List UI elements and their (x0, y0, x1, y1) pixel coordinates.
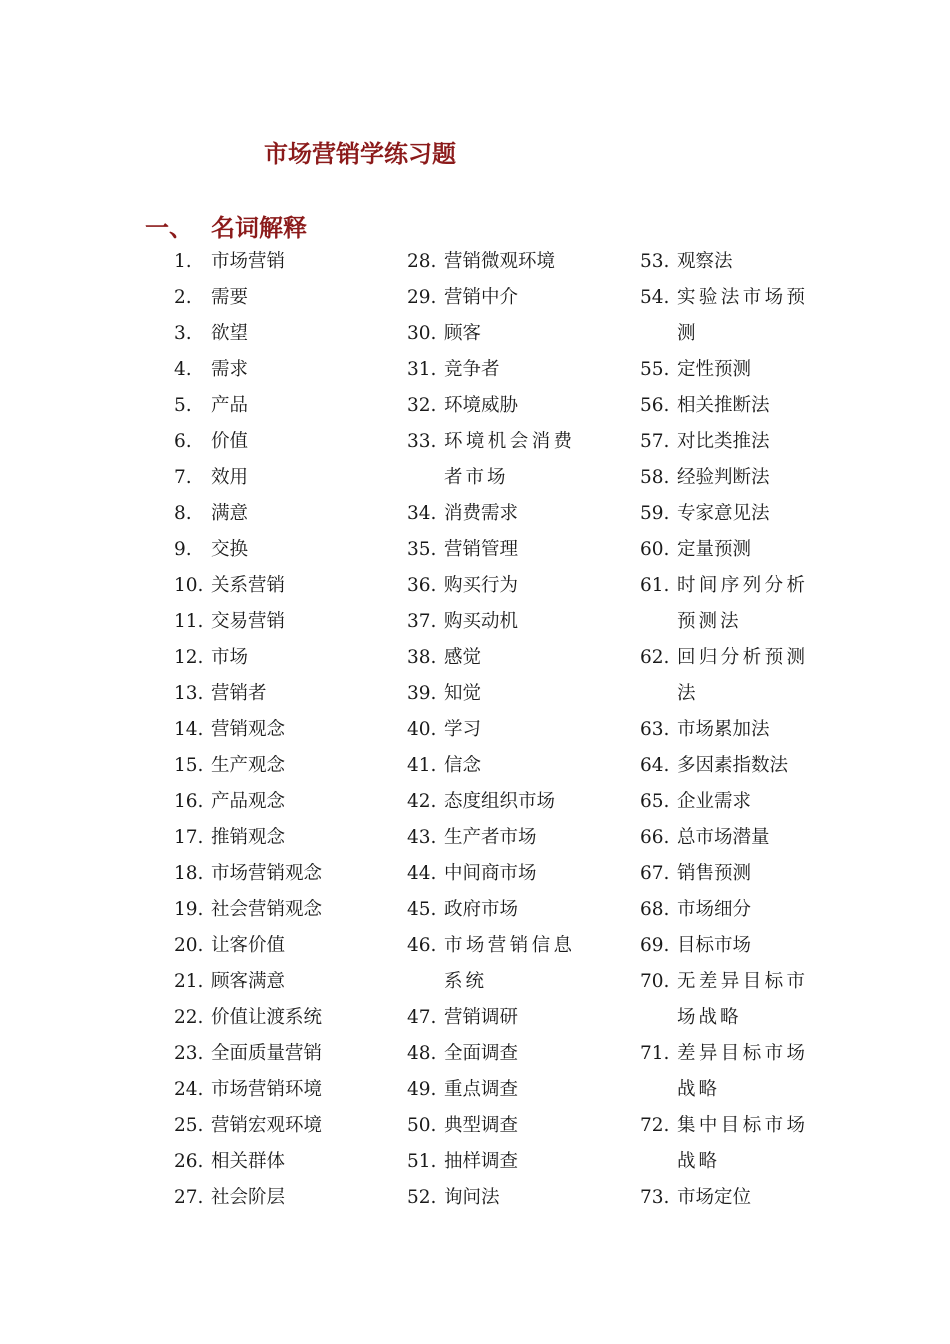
list-item (640, 532, 840, 568)
item-term: 多因素指数法 (677, 755, 789, 776)
item-term: 市场 (211, 647, 249, 668)
item-number: 17. (174, 827, 204, 848)
item-term: 环境机会消费者市场 (444, 431, 575, 488)
item-number: 16. (174, 791, 204, 812)
item-term: 中间商市场 (444, 863, 537, 884)
item-number: 30. (407, 323, 437, 344)
item-term: 定量预测 (677, 539, 752, 560)
section-number: 一、 (145, 214, 193, 242)
list-item (640, 1108, 840, 1180)
item-term: 总市场潜量 (677, 827, 770, 848)
list-item (407, 820, 607, 856)
item-number: 32. (407, 395, 437, 416)
item-term: 市场细分 (677, 899, 752, 920)
item-term: 实验法市场预测 (677, 287, 808, 344)
list-item (174, 352, 374, 388)
item-number: 29. (407, 287, 437, 308)
list-item (174, 424, 374, 460)
item-term: 生产者市场 (444, 827, 537, 848)
list-item (407, 244, 607, 280)
item-number: 48. (407, 1043, 437, 1064)
item-term: 市场营销观念 (211, 863, 323, 884)
item-term: 效用 (211, 467, 249, 488)
item-number: 46. (407, 935, 437, 956)
list-item (640, 460, 840, 496)
list-item (640, 892, 840, 928)
item-term: 购买动机 (444, 611, 519, 632)
item-number: 36. (407, 575, 437, 596)
item-number: 56. (640, 395, 670, 416)
item-number: 9. (174, 539, 192, 560)
item-number: 58. (640, 467, 670, 488)
item-term: 环境威胁 (444, 395, 519, 416)
list-item (640, 496, 840, 532)
item-number: 3. (174, 323, 192, 344)
item-term: 营销者 (211, 683, 267, 704)
item-number: 60. (640, 539, 670, 560)
list-item (407, 712, 607, 748)
item-term: 全面质量营销 (211, 1043, 323, 1064)
list-item (174, 676, 374, 712)
list-item (174, 892, 374, 928)
item-number: 55. (640, 359, 670, 380)
item-number: 65. (640, 791, 670, 812)
item-term: 营销微观环境 (444, 251, 556, 272)
list-item (174, 532, 374, 568)
item-term: 营销观念 (211, 719, 286, 740)
list-item (407, 1180, 607, 1216)
item-number: 27. (174, 1187, 204, 1208)
list-item (174, 856, 374, 892)
term-column-1 (174, 244, 374, 1216)
list-item (407, 604, 607, 640)
item-number: 62. (640, 647, 670, 668)
list-item (407, 892, 607, 928)
list-item (407, 352, 607, 388)
item-term: 差异目标市场战略 (677, 1043, 808, 1100)
item-term: 社会阶层 (211, 1187, 286, 1208)
item-number: 35. (407, 539, 437, 560)
document-title: 市场营销学练习题 (264, 140, 456, 168)
list-item (640, 928, 840, 964)
item-term: 重点调查 (444, 1079, 519, 1100)
list-item (407, 1144, 607, 1180)
item-term: 市场营销信息系统 (444, 935, 575, 992)
item-number: 12. (174, 647, 204, 668)
list-item (407, 856, 607, 892)
list-item (174, 604, 374, 640)
item-number: 45. (407, 899, 437, 920)
section-label: 名词解释 (211, 214, 307, 242)
list-item (407, 532, 607, 568)
item-number: 39. (407, 683, 437, 704)
item-term: 市场营销环境 (211, 1079, 323, 1100)
list-item (174, 316, 374, 352)
item-number: 37. (407, 611, 437, 632)
item-term: 回归分析预测法 (677, 647, 808, 704)
item-term: 需求 (211, 359, 249, 380)
item-number: 57. (640, 431, 670, 452)
item-number: 70. (640, 971, 670, 992)
item-term: 定性预测 (677, 359, 752, 380)
list-item (174, 1072, 374, 1108)
item-term: 顾客 (444, 323, 482, 344)
item-number: 25. (174, 1115, 204, 1136)
item-term: 企业需求 (677, 791, 752, 812)
item-term: 目标市场 (677, 935, 752, 956)
list-item (174, 496, 374, 532)
item-number: 72. (640, 1115, 670, 1136)
list-item (407, 1072, 607, 1108)
item-term: 全面调查 (444, 1043, 519, 1064)
list-item (174, 1144, 374, 1180)
item-number: 43. (407, 827, 437, 848)
list-item (174, 928, 374, 964)
list-item (640, 568, 840, 640)
item-term: 营销调研 (444, 1007, 519, 1028)
item-term: 让客价值 (211, 935, 286, 956)
item-number: 14. (174, 719, 204, 740)
item-term: 市场营销 (211, 251, 286, 272)
item-number: 54. (640, 287, 670, 308)
item-number: 33. (407, 431, 437, 452)
list-item (174, 964, 374, 1000)
list-item (174, 748, 374, 784)
item-number: 50. (407, 1115, 437, 1136)
list-item (640, 856, 840, 892)
item-term: 态度组织市场 (444, 791, 556, 812)
list-item (174, 820, 374, 856)
item-number: 41. (407, 755, 437, 776)
item-number: 13. (174, 683, 204, 704)
list-item (407, 388, 607, 424)
item-number: 11. (174, 611, 204, 632)
item-term: 产品观念 (211, 791, 286, 812)
list-item (640, 748, 840, 784)
item-term: 竞争者 (444, 359, 500, 380)
list-item (640, 280, 840, 352)
item-number: 4. (174, 359, 192, 380)
item-term: 推销观念 (211, 827, 286, 848)
list-item (640, 244, 840, 280)
item-number: 53. (640, 251, 670, 272)
item-term: 社会营销观念 (211, 899, 323, 920)
item-term: 相关推断法 (677, 395, 770, 416)
list-item (174, 784, 374, 820)
term-column-3 (640, 244, 840, 1216)
item-number: 69. (640, 935, 670, 956)
item-number: 8. (174, 503, 192, 524)
item-term: 消费需求 (444, 503, 519, 524)
list-item (407, 1036, 607, 1072)
item-number: 7. (174, 467, 192, 488)
item-number: 5. (174, 395, 192, 416)
list-item (640, 964, 840, 1036)
item-term: 典型调查 (444, 1115, 519, 1136)
item-number: 51. (407, 1151, 437, 1172)
item-number: 67. (640, 863, 670, 884)
list-item (174, 1036, 374, 1072)
item-term: 营销宏观环境 (211, 1115, 323, 1136)
list-item (640, 820, 840, 856)
item-term: 知觉 (444, 683, 482, 704)
list-item (640, 352, 840, 388)
list-item (174, 388, 374, 424)
list-item (174, 280, 374, 316)
list-item (174, 568, 374, 604)
list-item (174, 640, 374, 676)
item-term: 销售预测 (677, 863, 752, 884)
item-number: 34. (407, 503, 437, 524)
item-term: 市场定位 (677, 1187, 752, 1208)
item-number: 40. (407, 719, 437, 740)
item-number: 19. (174, 899, 204, 920)
list-item (407, 568, 607, 604)
item-term: 关系营销 (211, 575, 286, 596)
item-term: 相关群体 (211, 1151, 286, 1172)
list-item (640, 712, 840, 748)
item-number: 6. (174, 431, 192, 452)
item-term: 价值让渡系统 (211, 1007, 323, 1028)
list-item (640, 784, 840, 820)
list-item (174, 460, 374, 496)
item-term: 集中目标市场战略 (677, 1115, 808, 1172)
item-term: 交换 (211, 539, 249, 560)
item-term: 感觉 (444, 647, 482, 668)
item-term: 需要 (211, 287, 249, 308)
item-number: 28. (407, 251, 437, 272)
item-term: 营销管理 (444, 539, 519, 560)
item-term: 交易营销 (211, 611, 286, 632)
item-term: 政府市场 (444, 899, 519, 920)
item-number: 64. (640, 755, 670, 776)
item-term: 对比类推法 (677, 431, 770, 452)
item-term: 价值 (211, 431, 249, 452)
item-number: 59. (640, 503, 670, 524)
list-item (174, 1108, 374, 1144)
item-number: 2. (174, 287, 192, 308)
list-item (407, 316, 607, 352)
section-heading (145, 208, 307, 243)
item-number: 23. (174, 1043, 204, 1064)
list-item (407, 640, 607, 676)
list-item (640, 640, 840, 712)
item-number: 61. (640, 575, 670, 596)
item-term: 购买行为 (444, 575, 519, 596)
item-term: 学习 (444, 719, 482, 740)
list-item (174, 712, 374, 748)
item-term: 营销中介 (444, 287, 519, 308)
item-number: 66. (640, 827, 670, 848)
list-item (407, 496, 607, 532)
item-number: 52. (407, 1187, 437, 1208)
list-item (407, 280, 607, 316)
item-number: 10. (174, 575, 204, 596)
item-term: 观察法 (677, 251, 733, 272)
list-item (640, 424, 840, 460)
list-item (174, 244, 374, 280)
item-number: 73. (640, 1187, 670, 1208)
item-term: 抽样调查 (444, 1151, 519, 1172)
item-number: 42. (407, 791, 437, 812)
item-term: 专家意见法 (677, 503, 770, 524)
item-term: 询问法 (444, 1187, 500, 1208)
item-number: 71. (640, 1043, 670, 1064)
list-item (407, 928, 607, 1000)
item-number: 1. (174, 251, 192, 272)
item-term: 无差异目标市场战略 (677, 971, 808, 1028)
list-item (640, 1180, 840, 1216)
list-item (174, 1180, 374, 1216)
item-term: 产品 (211, 395, 249, 416)
item-term: 满意 (211, 503, 249, 524)
item-term: 市场累加法 (677, 719, 770, 740)
item-term: 时间序列分析预测法 (677, 575, 808, 632)
item-number: 20. (174, 935, 204, 956)
item-number: 26. (174, 1151, 204, 1172)
item-number: 22. (174, 1007, 204, 1028)
list-item (407, 424, 607, 496)
item-number: 47. (407, 1007, 437, 1028)
list-item (407, 1000, 607, 1036)
item-number: 38. (407, 647, 437, 668)
item-number: 24. (174, 1079, 204, 1100)
list-item (407, 1108, 607, 1144)
item-number: 49. (407, 1079, 437, 1100)
item-number: 31. (407, 359, 437, 380)
item-term: 信念 (444, 755, 482, 776)
list-item (407, 676, 607, 712)
list-item (174, 1000, 374, 1036)
item-number: 18. (174, 863, 204, 884)
item-number: 63. (640, 719, 670, 740)
list-item (407, 784, 607, 820)
list-item (407, 748, 607, 784)
item-number: 15. (174, 755, 204, 776)
item-number: 68. (640, 899, 670, 920)
item-term: 顾客满意 (211, 971, 286, 992)
item-term: 欲望 (211, 323, 249, 344)
item-number: 21. (174, 971, 204, 992)
list-item (640, 388, 840, 424)
item-term: 生产观念 (211, 755, 286, 776)
term-column-2 (407, 244, 607, 1216)
item-number: 44. (407, 863, 437, 884)
item-term: 经验判断法 (677, 467, 770, 488)
list-item (640, 1036, 840, 1108)
